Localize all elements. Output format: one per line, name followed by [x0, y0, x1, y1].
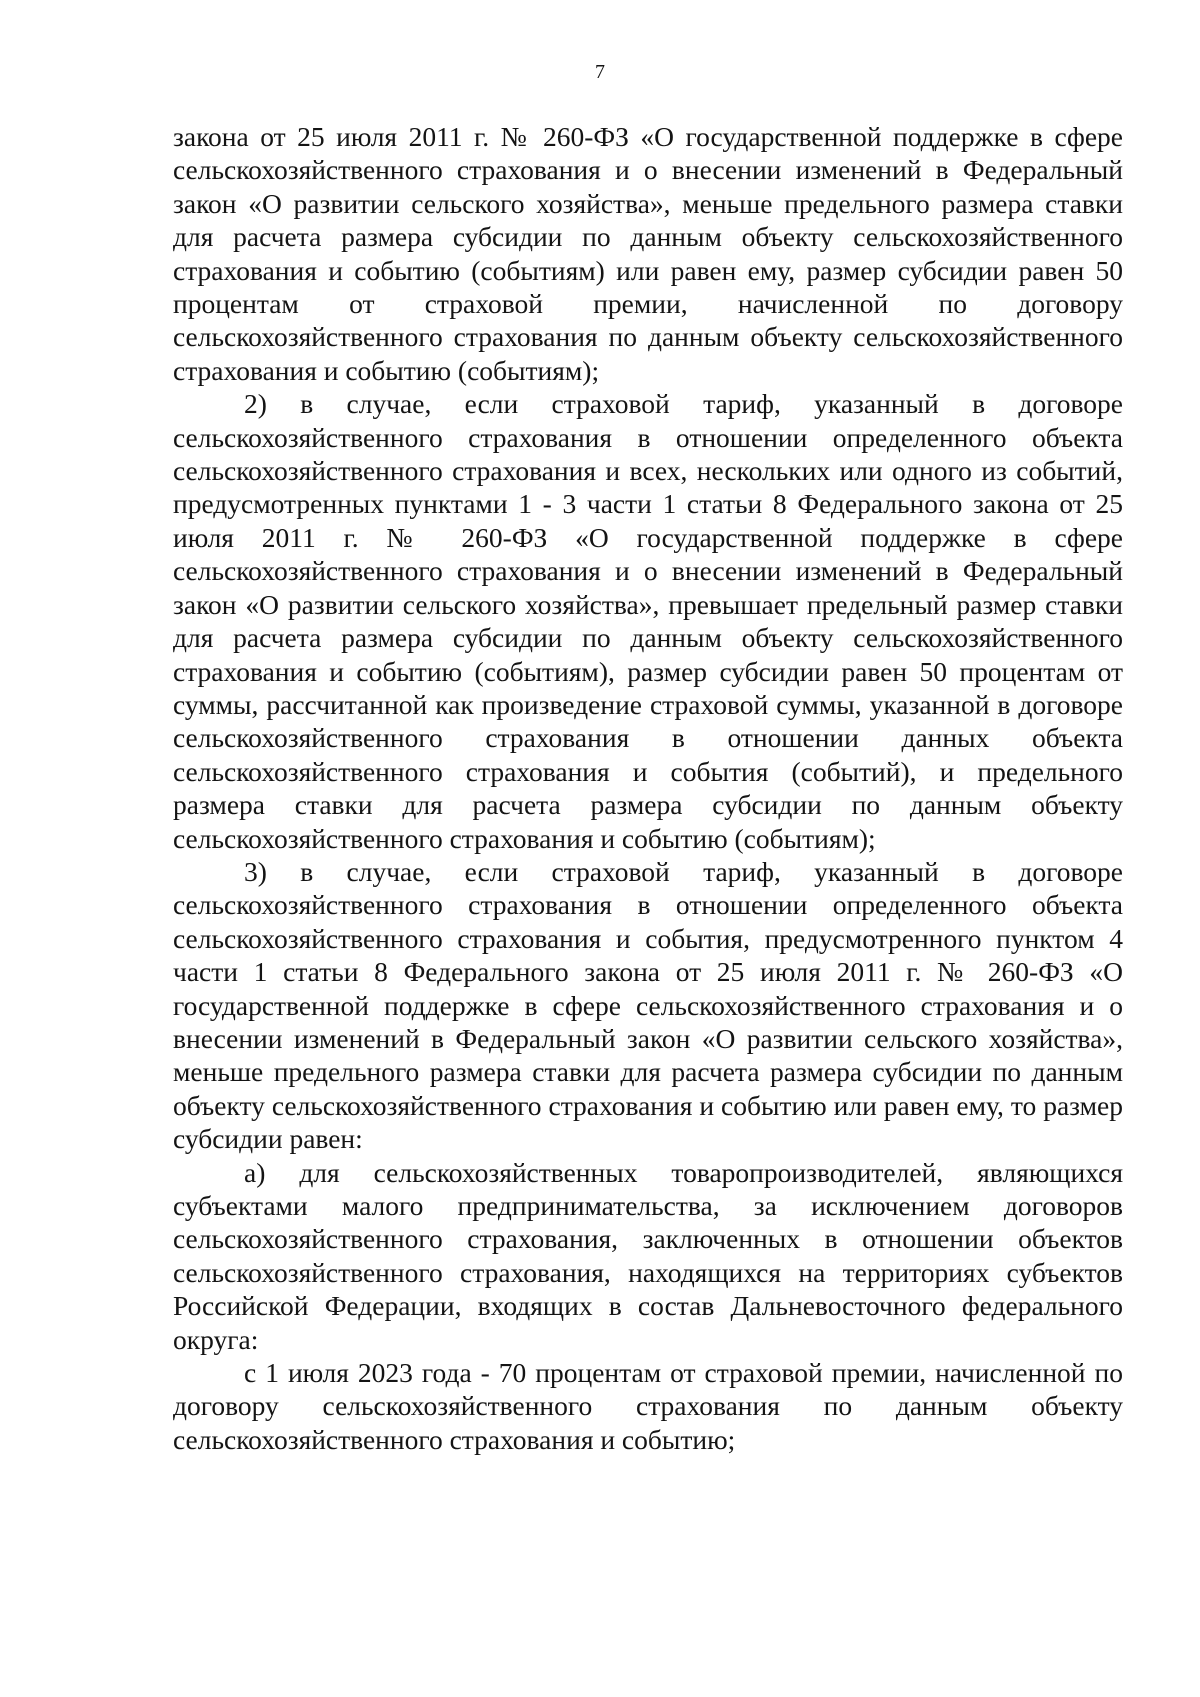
paragraph-item-3: 3) в случае, если страховой тариф, указанный в договоре сельскохозяйственного страхования в отношении определенного объекта сельскохозяйственного страхования и события, предусмотренного пунктом 4 части 1 статьи 8 Федерального закона от 25 июля 2011 г. № 260-ФЗ «О государственной поддержке в сфере сельскохозяйственного страхования и о внесении изменений в Федеральный закон «О развитии сельского хозяйства», меньше предельного размера ставки для расчета размера субсидии по данным объекту сельскохозяйственного страхования и событию или равен ему, то размер субсидии равен:	[173, 855, 1123, 1155]
page-number: 7	[595, 61, 605, 83]
paragraph-item-2: 2) в случае, если страховой тариф, указанный в договоре сельскохозяйственного страхования в отношении определенного объекта сельскохозяйственного страхования и всех, нескольких или одного из событий, предусмотренных пунктами 1 - 3 части 1 статьи 8 Федерального закона от 25 июля 2011 г. № 260-ФЗ «О государственной поддержке в сфере сельскохозяйственного страхования и о внесении изменений в Федеральный закон «О развитии сельского хозяйства», превышает предельный размер ставки для расчета размера субсидии по данным объекту сельскохозяйственного страхования и событию (событиям), размер субсидии равен 50 процентам от суммы, рассчитанной как произведение страховой суммы, указанной в договоре сельскохозяйственного страхования в отношении данных объекта сельскохозяйственного страхования и события (событий), и предельного размера ставки для расчета размера субсидии по данным объекту сельскохозяйственного страхования и событию (событиям);	[173, 388, 1123, 854]
paragraph-subitem-a: а) для сельскохозяйственных товаропроизводителей, являющихся субъектами малого предпринимательства, за исключением договоров сельскохозяйственного страхования, заключенных в отношении объектов сельскохозяйственного страхования, находящихся на территориях субъектов Российской Федерации, входящих в состав Дальневосточного федерального округа:	[173, 1156, 1123, 1355]
paragraph-continuation: закона от 25 июля 2011 г. № 260-ФЗ «О государственной поддержке в сфере сельскохозяйственного страхования и о внесении изменений в Федеральный закон «О развитии сельского хозяйства», меньше предельного размера ставки для расчета размера субсидии по данным объекту сельскохозяйственного страхования и событию (событиям) или равен ему, размер субсидии равен 50 процентам от страховой премии, начисленной по договору сельскохозяйственного страхования по данным объекту сельскохозяйственного страхования и событию (событиям);	[173, 121, 1123, 386]
document-body	[173, 120, 1123, 1456]
paragraph-july-2023: с 1 июля 2023 года - 70 процентам от страховой премии, начисленной по договору сельскохозяйственного страхования по данным объекту сельскохозяйственного страхования и событию;	[173, 1357, 1123, 1455]
